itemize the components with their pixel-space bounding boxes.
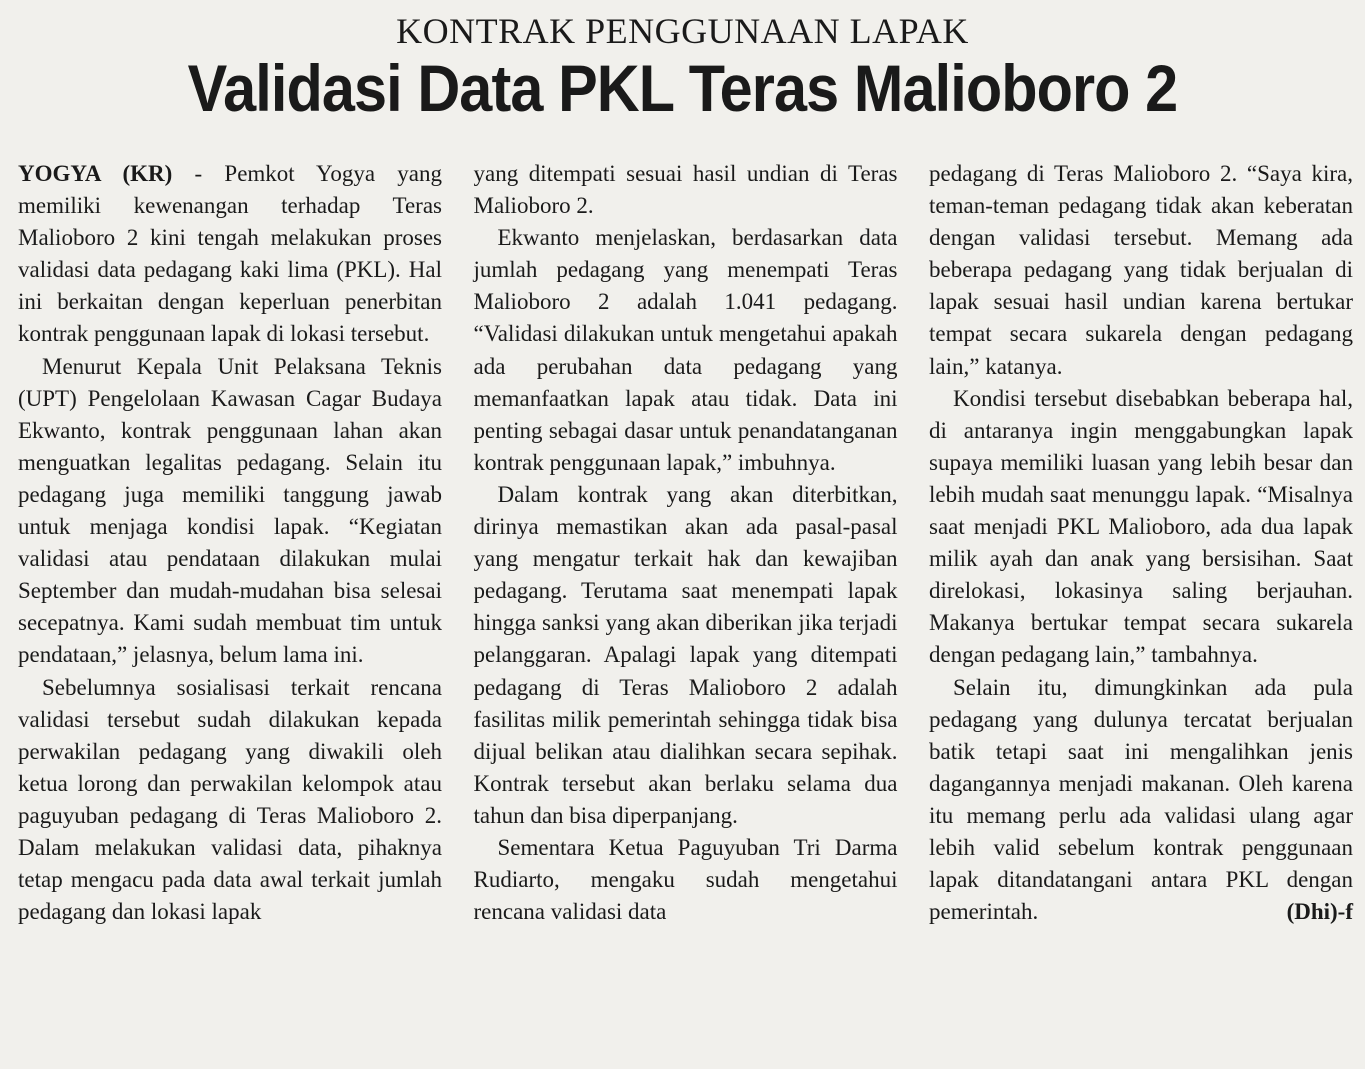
article-kicker: KONTRAK PENGGUNAAN LAPAK [396, 11, 969, 51]
article-paragraph: Sementara Ketua Paguyuban Tri Darma Rudiarto, mengaku sudah mengetahui rencana validasi data [473, 834, 898, 925]
article-paragraph: pedagang di Teras Malioboro 2. “Saya kira, teman-teman pedagang tidak akan keberatan dengan validasi tersebut. Memang ada beberapa pedagang yang tidak berjualan di lapak sesuai hasil undian karena bertukar tempat secara sukarela dengan pedagang lain,” katanya. [929, 161, 1353, 379]
dateline: YOGYA (KR) [18, 161, 173, 186]
article-paragraph: Kondisi tersebut disebabkan beberapa hal, di antaranya ingin menggabungkan lapak supaya memiliki luasan yang lebih besar dan lebih mudah saat menunggu lapak. “Misalnya saat menjadi PKL Malioboro, ada dua lapak milik ayah dan anak yang bersisihan. Saat direlokasi, lokasinya saling berjauhan. Makanya bertukar tempat secara sukarela dengan pedagang lain,” tambahnya. [929, 385, 1353, 668]
article-column-1 [18, 158, 442, 1058]
article-paragraph: Dalam kontrak yang akan diterbitkan, dirinya memastikan akan ada pasal-pasal yang mengatur terkait hak dan kewajiban pedagang. Terutama saat menempati lapak hingga sanksi yang akan diberikan jika terjadi pelanggaran. Apalagi lapak yang ditempati pedagang di Teras Malioboro 2 adalah fasilitas milik pemerintah sehingga tidak bisa dijual belikan atau dialihkan secara sepihak. Kontrak tersebut akan berlaku selama dua tahun dan bisa diperpanjang. [473, 481, 898, 828]
article-body [18, 158, 1353, 1058]
article-paragraph: Sebelumnya sosialisasi terkait rencana validasi tersebut sudah dilakukan kepada perwakilan pedagang yang diwakili oleh ketua lorong dan perwakilan kelompok atau paguyuban pedagang di Teras Malioboro 2. Dalam melakukan validasi data, pihaknya tetap mengacu pada data awal terkait jumlah pedagang dan lokasi lapak [18, 674, 442, 925]
article-paragraph: Ekwanto menjelaskan, berdasarkan data jumlah pedagang yang menempati Teras Malioboro 2 adalah 1.041 pedagang. “Validasi dilakukan untuk mengetahui apakah ada perubahan data pedagang yang memanfaatkan lapak atau tidak. Data ini penting sebagai dasar untuk penandatanganan kontrak penggunaan lapak,” imbuhnya. [473, 225, 898, 475]
byline: (Dhi)-f [1286, 899, 1353, 925]
article-column-2 [474, 158, 898, 1058]
article-paragraph: Menurut Kepala Unit Pelaksana Teknis (UPT) Pengelolaan Kawasan Cagar Budaya Ekwanto, kontrak penggunaan lahan akan menguatkan legalitas pedagang. Selain itu pedagang juga memiliki tanggung jawab untuk menjaga kondisi lapak. “Kegiatan validasi atau pendataan dilakukan mulai September dan mudah-mudahan bisa selesai secepatnya. Kami sudah membuat tim untuk pendataan,” jelasnya, belum lama ini. [18, 353, 442, 668]
article-headline: Validasi Data PKL Teras Malioboro 2 [187, 51, 1178, 125]
article-paragraph [18, 158, 442, 351]
paragraph-text: Selain itu, dimungkinkan ada pula pedagang yang dulunya tercatat berjualan batik tetapi saat ini mengalihkan jenis dagangannya menjadi makanan. Oleh karena itu memang perlu ada validasi ulang agar lebih valid sebelum kontrak penggunaan lapak ditandatangani antara PKL dengan pemerintah. [929, 674, 1353, 925]
paragraph-text: - Pemkot Yogya yang memiliki kewenangan terhadap Teras Malioboro 2 kini tengah melakukan proses validasi data pedagang kaki lima (PKL). Hal ini berkaitan dengan keperluan penerbitan kontrak penggunaan lapak di lokasi tersebut. [18, 161, 443, 347]
article-paragraph: yang ditempati sesuai hasil undian di Teras Malioboro 2. [473, 161, 898, 219]
article-column-3 [929, 158, 1353, 1058]
article-paragraph [929, 672, 1353, 929]
